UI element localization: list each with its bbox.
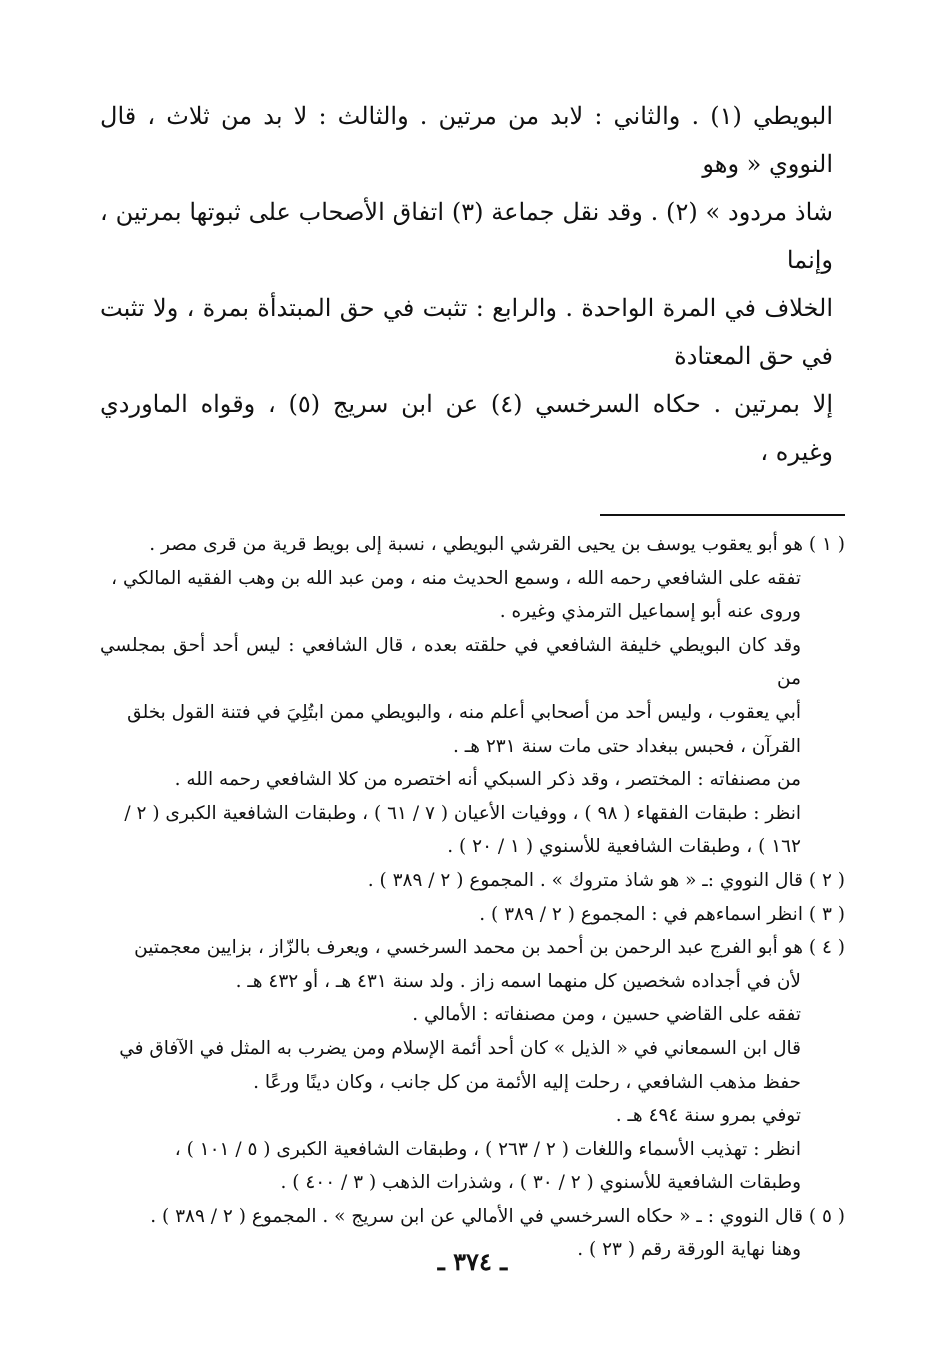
page-number: ـ ٣٧٤ ـ: [437, 1247, 508, 1276]
footnote-2: [100, 864, 845, 898]
footnote-line: ( ٤ ) هو أبو الفرج عبد الرحمن بن أحمد بن محمد السرخسي ، ويعرف بالزّاز ، بزايين معجمتين: [134, 937, 845, 959]
footnote-divider: [600, 514, 845, 516]
footnote-line: وروى عنه أبو إسماعيل الترمذي وغيره .: [499, 601, 801, 623]
main-text-line: إلا بمرتين . حكاه السرخسي (٤) عن ابن سريج (٥) ، وقواه الماوردي وغيره ،: [100, 390, 833, 466]
footnote-line: تفقه على القاضي حسين ، ومن مصنفاته : الأمالي .: [412, 1004, 801, 1026]
footnote-line: لأن في أجداده شخصين كل منهما اسمه زاز . ولد سنة ٤٣١ هـ ، أو ٤٣٢ هـ .: [235, 970, 801, 992]
footnote-line: وقد كان البويطي خليفة الشافعي في حلقته بعده ، قال الشافعي : ليس أحد أحق بمجلسي من: [100, 634, 801, 690]
footnote-line: ( ٣ ) انظر اسماءهم في : المجموع ( ٢ / ٣٨٩ ) .: [479, 903, 845, 925]
footnote-line: قال ابن السمعاني في « الذيل » كان أحد أئمة الإسلام ومن يضرب به المثل في الآفاق في: [119, 1037, 801, 1059]
main-text-line: البويطي (١) . والثاني : لابد من مرتين . والثالث : لا بد من ثلاث ، قال النووي « وهو: [100, 102, 834, 178]
footnote-line: ١٦٢ ) ، وطبقات الشافعية للأسنوي ( ١ / ٢٠ ) .: [447, 836, 801, 858]
footnote-1: [100, 528, 845, 864]
footnote-3: [100, 898, 845, 932]
footnotes: [100, 528, 845, 1267]
footnote-line: من مصنفاته : المختصر ، وقد ذكر السبكي أنه اختصره من كلا الشافعي رحمه الله .: [174, 769, 801, 791]
main-text-line: شاذ مردود » (٢) . وقد نقل جماعة (٣) اتفاق الأصحاب على ثبوتها بمرتين ، وإنما: [100, 198, 834, 274]
footnote-line: ( ٢ ) قال النووي :ـ « هو شاذ متروك » . المجموع ( ٢ / ٣٨٩ ) .: [367, 869, 845, 891]
footnote-line: انظر : تهذيب الأسماء واللغات ( ٢ / ٢٦٣ ) ، وطبقات الشافعية الكبرى ( ٥ / ١٠١ ) ،: [174, 1138, 801, 1160]
footnote-line: القرآن ، فحبس ببغداد حتى مات سنة ٢٣١ هـ .: [453, 735, 801, 757]
footnote-line: ( ١ ) هو أبو يعقوب يوسف بن يحيى القرشي البويطي ، نسبة إلى بويط قرية من قرى مصر .: [149, 534, 845, 555]
footnote-line: انظر : طبقات الفقهاء ( ٩٨ ) ، ووفيات الأعيان ( ٧ / ٦١ ) ، وطبقات الشافعية الكبرى ( ٢ /: [124, 802, 801, 824]
footnote-line: وطبقات الشافعية للأسنوي ( ٢ / ٣٠ ) ، وشذرات الذهب ( ٣ / ٤٠٠ ) .: [280, 1172, 801, 1194]
footnote-line: تفقه على الشافعي رحمه الله ، وسمع الحديث منه ، ومن عبد الله بن وهب الفقيه المالكي ،: [111, 567, 801, 589]
footnote-line: حفظ مذهب الشافعي ، رحلت إليه الأئمة من كل جانب ، وكان دينًا ورعًا .: [253, 1071, 801, 1093]
footnote-line: وهنا نهاية الورقة رقم ( ٢٣ ) .: [577, 1239, 801, 1261]
footnote-line: ( ٥ ) قال النووي : ـ « حكاه السرخسي في الأمالي عن ابن سريج » . المجموع ( ٢ / ٣٨٩ ) .: [150, 1205, 845, 1227]
footnote-line: أبي يعقوب ، وليس أحد من أصحابي أعلم منه ، والبويطي ممن ابتُلِيَ في فتنة القول بخلق: [127, 701, 801, 723]
main-text-line: الخلاف في المرة الواحدة . والرابع : تثبت في حق المبتدأة بمرة ، ولا تثبت في حق المعتادة: [100, 294, 833, 370]
footnote-line: توفي بمرو سنة ٤٩٤ هـ .: [615, 1105, 801, 1127]
main-text: [100, 92, 833, 476]
footnote-4: [100, 931, 845, 1200]
